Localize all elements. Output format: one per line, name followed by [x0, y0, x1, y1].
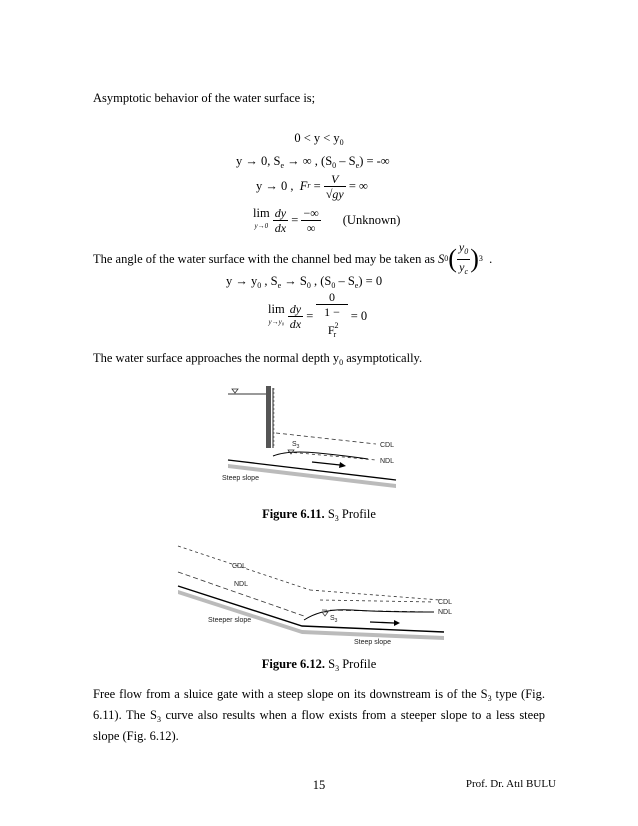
- angle-text: The angle of the water surface with the channel bed may be taken as S 0 ( $\frac{y_0}{y_c}$ ) 3 .: [93, 239, 493, 276]
- equation-froude: y → 0 , F r = $\frac{V}{√gy}$ = ∞: [256, 171, 368, 201]
- cdl-lower-label: CDL: [438, 599, 453, 606]
- final-paragraph: Free flow from a sluice gate with a steep slope on its downstream is of the $S_3$ type (Fig. 6.11). The $S_3$ curve also results when a flow exists from a steeper slope to a less steep slope (Fig. 6.12).: [93, 687, 546, 743]
- intro-text: Asymptotic behavior of the water surface is;: [93, 91, 316, 105]
- steep-slope-label: Steep slope: [222, 475, 259, 482]
- s3-label: $S_3$: [292, 441, 300, 450]
- sluice-gate-diagram: [218, 380, 414, 492]
- equation-limit-zero: lim y→y₀ $\frac{dy}{dx}$ = $\frac{0}{1 - F^2_r}$ = 0: [268, 290, 368, 339]
- ndl-label: NDL: [380, 458, 395, 465]
- figure-6-11: [218, 380, 414, 492]
- equation-limit-unknown: lim y→0 $\frac{dy}{dx}$ = $\frac{-\infty}{\infty}$ (Unknown): [253, 205, 401, 235]
- steep-slope-label-2: Steep slope: [354, 639, 391, 646]
- ndl-lower-label: NDL: [438, 609, 453, 616]
- equation-normal-depth: $y \to y_0$ , $S_e \to S_0$ , $(S_0 - S_e) = 0$: [226, 274, 383, 290]
- cdl-label: CDL: [380, 442, 395, 449]
- ndl-upper-label: NDL: [234, 581, 249, 588]
- slope-change-diagram: [172, 534, 462, 646]
- equation-range: $0 < y < y_0$: [294, 131, 344, 147]
- footer-author: Prof. Dr. Atıl BULU: [465, 778, 556, 790]
- steeper-slope-label: Steeper slope: [208, 617, 252, 624]
- page-number: 15: [312, 778, 326, 792]
- figure-6-11-caption: Figure 6.11. $S_3$ Profile: [262, 507, 376, 523]
- cdl-upper-label: CDL: [232, 563, 247, 570]
- figure-6-12-caption: Figure 6.12. $S_3$ Profile: [261, 657, 377, 673]
- approach-text: The water surface approaches the normal depth $y_0$ asymptotically.: [93, 351, 423, 367]
- equation-se-infinity: y → 0, $S_e$ → ∞ , $(S_0 - S_e)$ = -∞: [236, 154, 390, 170]
- figure-6-12: [172, 534, 462, 646]
- s3-label-2: $S_3$: [330, 615, 338, 624]
